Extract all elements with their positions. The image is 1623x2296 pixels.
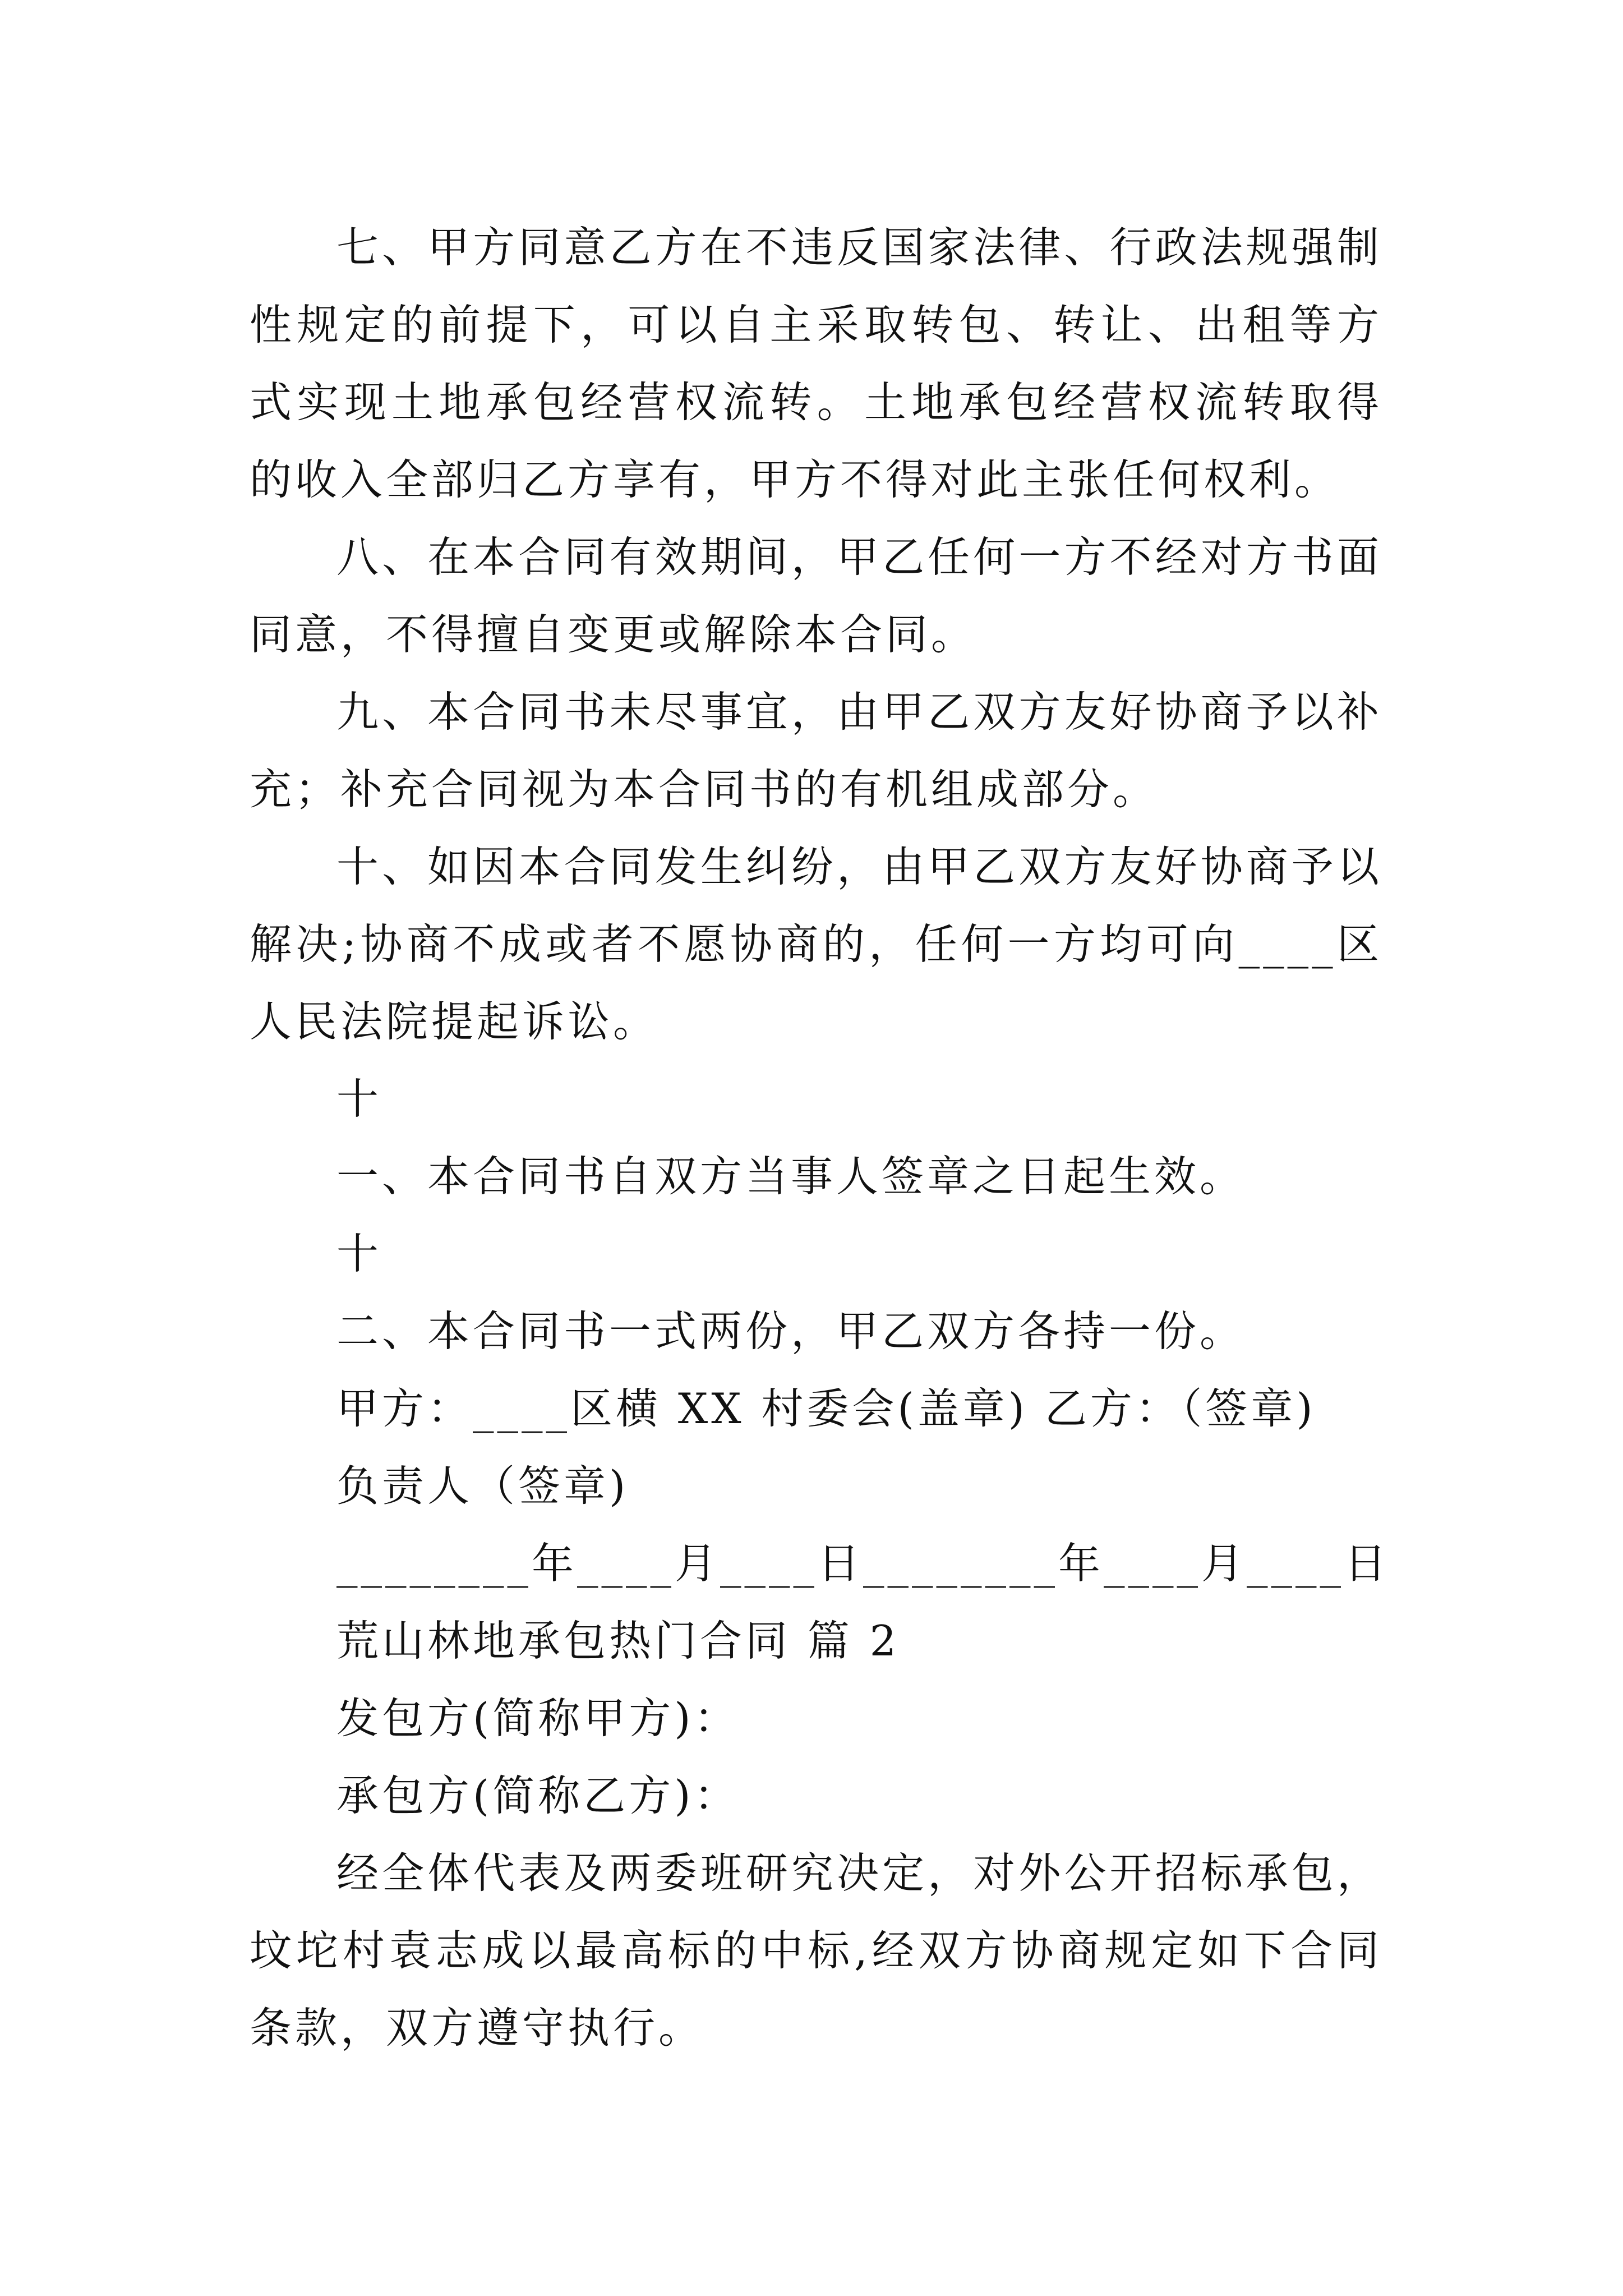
signature-responsible: 负责人（签章) — [336, 1461, 629, 1511]
signature-date-line: ________年____月____日________年____月____日 — [336, 1539, 1390, 1588]
clause-9: 九、本合同书未尽事宜，由甲乙双方友好协商予以补充；补充合同视为本合同书的有机组成部分。 — [250, 687, 1382, 814]
clause-7: 七、甲方同意乙方在不违反国家法律、行政法规强制性规定的前提下，可以自主采取转包、转让、出租等方式实现土地承包经营权流转。土地承包经营权流转取得的收入全部归乙方享有，甲方不得对此主张任何权利。 — [250, 223, 1382, 504]
clause-12-prefix: 十 — [336, 1229, 382, 1278]
clause-8: 八、在本合同有效期间，甲乙任何一方不经对方书面同意，不得擅自变更或解除本合同。 — [250, 532, 1382, 659]
clause-11-text: 一、本合同书自双方当事人签章之日起生效。 — [336, 1152, 1246, 1201]
clause-10: 十、如因本合同发生纠纷，由甲乙双方友好协商予以解决;协商不成或者不愿协商的，任何一方均可向____区人民法院提起诉讼。 — [250, 842, 1382, 1046]
issuer-label: 发包方(简称甲方)： — [336, 1694, 740, 1743]
closing-paragraph: 经全体代表及两委班研究决定，对外公开招标承包，坟坨村袁志成以最高标的中标,经双方协商规定如下合同条款，双方遵守执行。 — [250, 1848, 1382, 2053]
document-body — [250, 209, 1390, 2067]
signature-party-line: 甲方：____区横 XX 村委会(盖章) 乙方：（签章) — [336, 1384, 1316, 1433]
clause-12-text: 二、本合同书一式两份，甲乙双方各持一份。 — [336, 1306, 1246, 1356]
contractor-label: 承包方(简称乙方)： — [336, 1771, 740, 1820]
section-2-title: 荒山林地承包热门合同 篇 2 — [336, 1616, 900, 1665]
clause-11-prefix: 十 — [336, 1074, 382, 1124]
